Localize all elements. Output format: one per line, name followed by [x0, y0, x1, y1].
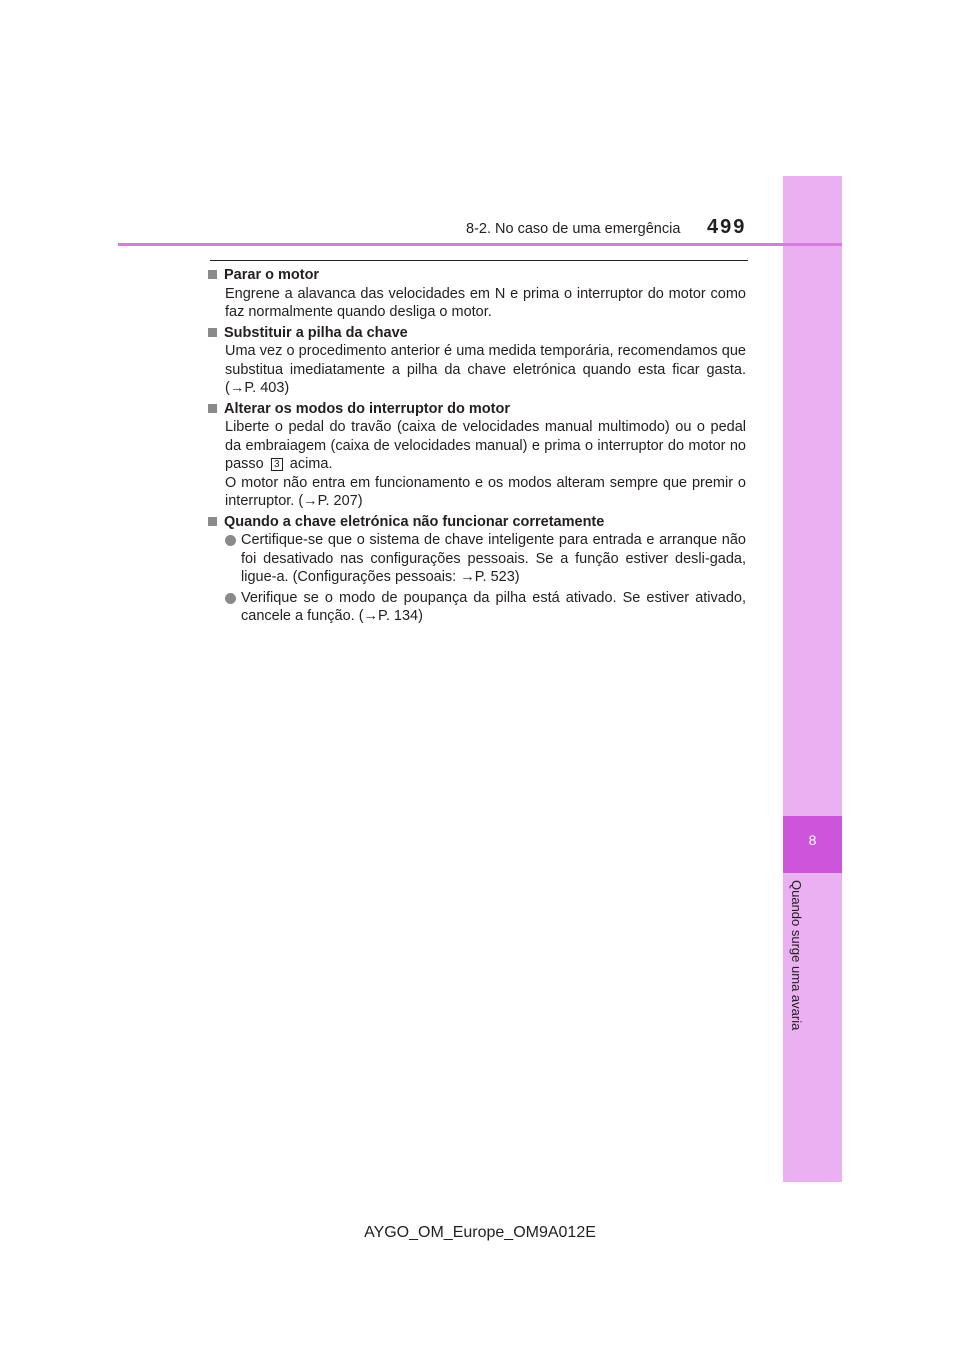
item-stop-engine [208, 266, 746, 322]
item-title: Parar o motor [224, 267, 320, 283]
square-bullet-icon [208, 270, 217, 279]
item-body: Uma vez o procedimento anterior é uma medida temporária, recomendamos que substitua imediatamente a pilha da chave eletrónica quando esta ficar gasta. (→P. 403) [225, 343, 746, 396]
square-bullet-icon [208, 517, 217, 526]
item-key-not-working [208, 513, 746, 626]
circle-bullet-icon [225, 535, 236, 546]
list-item: Verifique se o modo de poupança da pilha está ativado. Se estiver ativado, cancele a função. (→P. 134) [225, 589, 746, 626]
square-bullet-icon [208, 328, 217, 337]
list-item: Certifique-se que o sistema de chave inteligente para entrada e arranque não foi desativado nas configurações pessoais. Se a função estiver desli-gada, ligue-a. (Configurações pessoais: →P. 523) [225, 531, 746, 587]
item-title: Substituir a pilha da chave [224, 324, 408, 341]
content-area [208, 266, 746, 628]
item-replace-battery [208, 324, 746, 398]
item-body: Engrene a alavanca das velocidades em N e prima o interruptor do motor como faz normalmente quando desliga o motor. [225, 285, 746, 320]
item-body: Liberte o pedal do travão (caixa de velocidades manual multimodo) ou o pedal da embraiagem (caixa de velocidades manual) e prima o interruptor do motor no passo [225, 419, 746, 472]
item-change-modes [208, 400, 746, 511]
item-body-end: acima. [289, 456, 333, 472]
page-number: 499 [707, 216, 747, 238]
header-divider [118, 243, 842, 246]
chapter-title: Quando surge uma avaria [789, 880, 804, 1031]
item-title: Quando a chave eletrónica não funcionar corretamente [224, 513, 605, 530]
section-title: 8-2. No caso de uma emergência [466, 221, 681, 237]
chapter-number: 8 [808, 832, 817, 848]
step-number-box: 3 [271, 458, 283, 471]
document-id: AYGO_OM_Europe_OM9A012E [364, 1224, 596, 1241]
content-top-rule [210, 260, 748, 261]
item-body-2: O motor não entra em funcionamento e os modos alteram sempre que premir o interruptor. (→P. 207) [225, 474, 746, 509]
item-title: Alterar os modos do interruptor do motor [224, 400, 510, 417]
circle-bullet-icon [225, 593, 236, 604]
square-bullet-icon [208, 404, 217, 413]
